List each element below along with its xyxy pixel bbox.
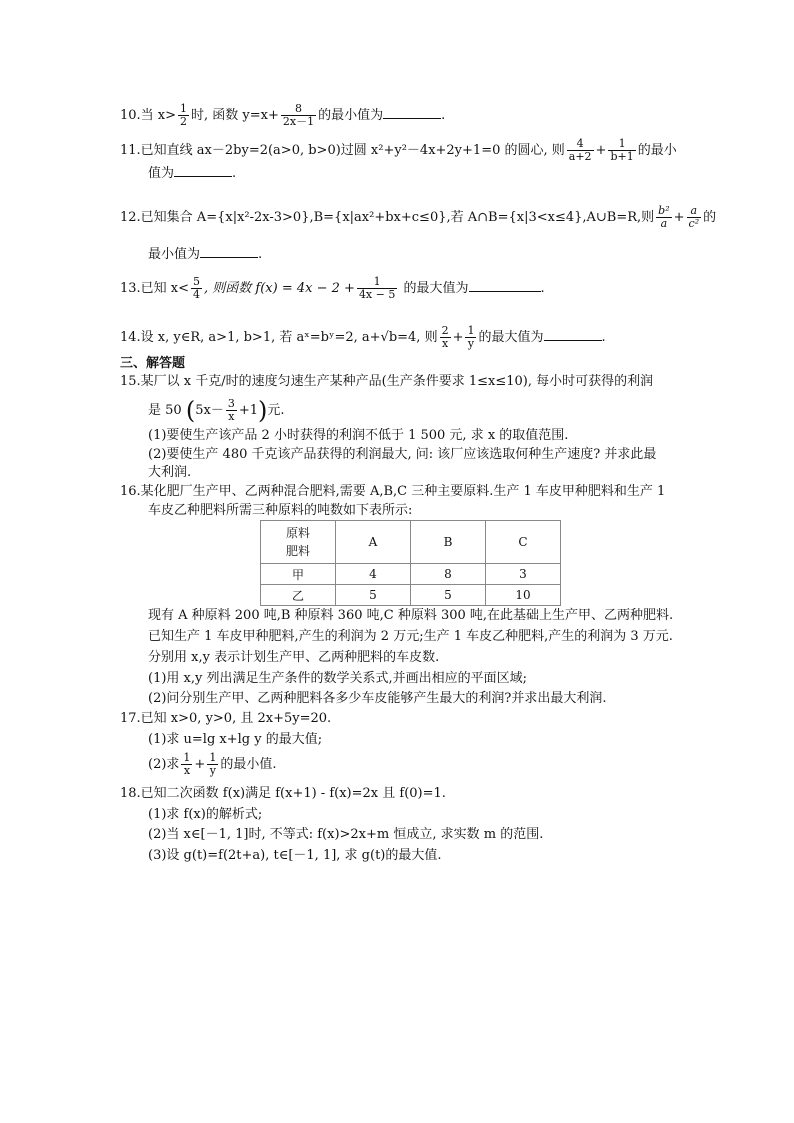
question-18-sub3: (3)设 g(t)=f(2t+a), t∈[－1, 1], 求 g(t)的最大值. (148, 848, 442, 863)
table-header-cell: B (411, 521, 486, 564)
table-header-row (261, 521, 561, 564)
table-cell: 3 (486, 564, 561, 585)
question-10: 10.当 x> $\frac{1}{2}$ 时, 函数 y=x+ $\frac{8}{2x-1}$ 的最小值为 . (120, 102, 446, 128)
question-18-sub1: (1)求 f(x)的解析式; (148, 807, 263, 822)
question-16-sub1: (1)用 x,y 列出满足生产条件的数学关系式,并画出相应的平面区域; (148, 671, 527, 686)
section-heading: 三、解答题 (120, 356, 186, 371)
table-row (261, 564, 561, 585)
question-15-sub2-cont: 大利润. (148, 465, 192, 480)
question-13: 13.已知 x< $\frac{5}{4}$ , 则函数 f(x) = 4x − 2 + $\frac{1}{4x - 5}$ 的最大值为 . (120, 275, 545, 301)
fraction: $\frac{8}{2x-1}$ (282, 102, 315, 128)
question-11: 11.已知直线 ax－2by=2(a>0, b>0)过圆 x²+y²－4x+2y+1=0 的圆心, 则 $\frac{4}{a+2}$ + $\frac{1}{b+1}$ 的最小 (120, 137, 677, 163)
answer-blank (383, 106, 441, 119)
question-16-sub2: (2)问分别生产甲、乙两种肥料各多少车皮能够产生最大的利润?并求出最大利润. (148, 691, 607, 706)
question-18: 18.已知二次函数 f(x)满足 f(x+1) - f(x)=2x 且 f(0)=1. (120, 786, 446, 801)
question-17-sub2: (2)求 $\frac{1}{x}$ + $\frac{1}{y}$ 的最小值. (148, 751, 277, 777)
fraction: $\frac{1}{y}$ (467, 324, 475, 350)
fraction: $\frac{1}{4x - 5}$ (358, 275, 396, 301)
question-12: 12.已知集合 A={x|x²-2x-3>0},B={x|ax²+bx+c≤0},若 A∩B={x|3<x≤4},A∪B=R,则 $\frac{\text{b²}}{a}$ + $\frac{a}{\text{c²}}$ 的 (120, 204, 717, 230)
fraction: $\frac{1}{2}$ (180, 102, 188, 128)
fraction: $\frac{1}{y}$ (209, 751, 217, 777)
question-17-sub1: (1)求 u=lg x+lg y 的最大值; (148, 732, 323, 747)
table-cell: 8 (411, 564, 486, 585)
materials-table (260, 520, 561, 606)
question-14: 14.设 x, y∈R, a>1, b>1, 若 aˣ=bʸ=2, a+√b=4, 则 $\frac{2}{x}$ + $\frac{1}{y}$ 的最大值为 . (120, 324, 606, 350)
fraction: $\frac{2}{x}$ (441, 324, 449, 350)
fraction: $\frac{4}{a+2}$ (568, 137, 592, 163)
fraction: $\frac{\text{b²}}{a}$ (658, 204, 670, 230)
table-cell: 4 (336, 564, 411, 585)
table-header-cell: 原料 肥料 (261, 521, 336, 564)
table-cell: 5 (336, 585, 411, 606)
question-16-line5: 分别用 x,y 表示计划生产甲、乙两种肥料的车皮数. (148, 650, 440, 665)
question-16-line4: 已知生产 1 车皮甲种肥料,产生的利润为 2 万元;生产 1 车皮乙种肥料,产生的利润为 3 万元. (148, 629, 673, 644)
question-18-sub2: (2)当 x∈[－1, 1]时, 不等式: f(x)>2x+m 恒成立, 求实数 m 的范围. (148, 827, 544, 842)
question-15: 15.某厂以 x 千克/时的速度匀速生产某种产品(生产条件要求 1≤x≤10), 每小时可获得的利润 (120, 374, 654, 389)
answer-blank (469, 279, 541, 292)
table-header-cell: A (336, 521, 411, 564)
fraction: $\frac{a}{\text{c²}}$ (688, 204, 700, 230)
answer-blank (174, 164, 232, 177)
fraction: $\frac{5}{4}$ (193, 275, 201, 301)
table-row (261, 585, 561, 606)
fraction: $\frac{1}{x}$ (183, 751, 191, 777)
table-cell: 10 (486, 585, 561, 606)
answer-blank (200, 245, 258, 258)
fraction: $\frac{1}{b+1}$ (610, 137, 634, 163)
fraction: $\frac{3}{x}$ (227, 397, 235, 423)
question-15-line2: 是 50 (5x－ $\frac{3}{x}$ +1)元. (148, 396, 285, 425)
table-cell: 乙 (261, 585, 336, 606)
question-16-line3: 现有 A 种原料 200 吨,B 种原料 360 吨,C 种原料 300 吨,在此基础上生产甲、乙两种肥料. (148, 608, 674, 623)
answer-blank (544, 328, 602, 341)
table-cell: 5 (411, 585, 486, 606)
question-15-sub2: (2)要使生产 480 千克该产品获得的利润最大, 问: 该厂应该选取何种生产速度? 并求此最 (148, 447, 657, 462)
question-15-sub1: (1)要使生产该产品 2 小时获得的利润不低于 1 500 元, 求 x 的取值范围. (148, 428, 569, 443)
question-17: 17.已知 x>0, y>0, 且 2x+5y=20. (120, 711, 332, 726)
question-16: 16.某化肥厂生产甲、乙两种混合肥料,需要 A,B,C 三种主要原料.生产 1 车皮甲种肥料和生产 1 (120, 484, 666, 499)
table-cell: 甲 (261, 564, 336, 585)
question-12-line2: 最小值为 . (148, 247, 263, 262)
question-16-line2: 车皮乙种肥料所需三种原料的吨数如下表所示: (148, 503, 413, 518)
table-header-cell: C (486, 521, 561, 564)
question-11-line2: 值为 . (148, 166, 237, 181)
